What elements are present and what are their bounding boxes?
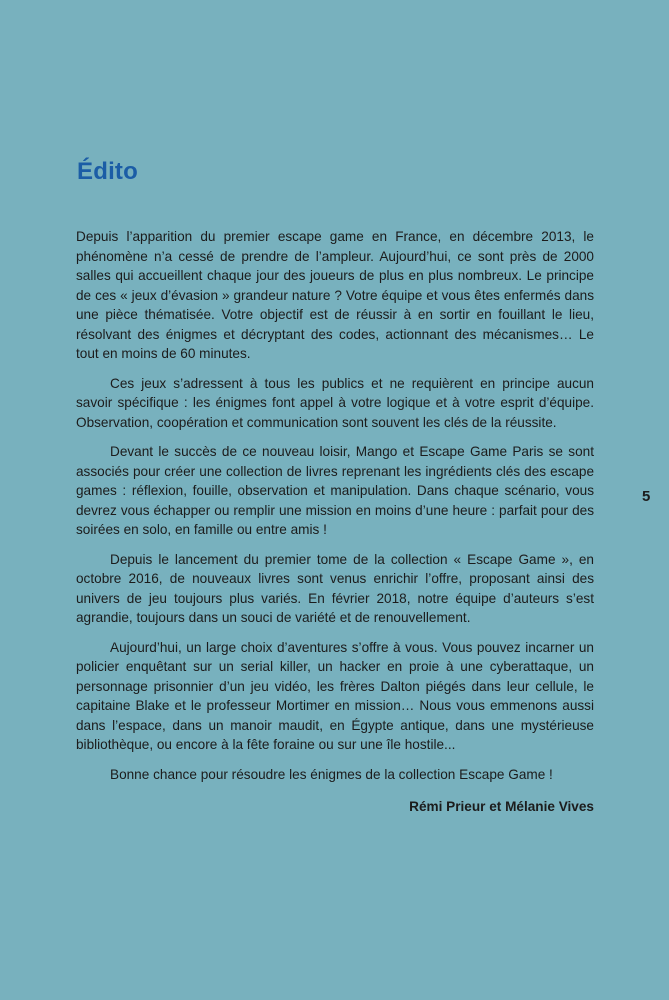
author-signature: Rémi Prieur et Mélanie Vives [409,799,594,814]
paragraph-intro: Depuis l’apparition du premier escape game en France, en décembre 2013, le phénomène n’a cessé de prendre de l’ampleur. Aujourd’hui, ce sont près de 2000 salles qui accueillent chaque jour des joueurs de plus en plus nombreux. Le principe de ces « jeux d’évasion » grandeur nature ? Votre équipe et vous êtes enfermés dans une pièce thématisée. Votre objectif est de réussir à en sortir en fouillant le lieu, résolvant des énigmes et décryptant des codes, actionnant des mécanismes… Le tout en moins de 60 minutes. [76,229,594,361]
paragraph-history: Depuis le lancement du premier tome de la collection « Escape Game », en octobre 2016, de nouveaux livres sont venus enrichir l’offre, proposant ainsi des univers de jeu toujours plus variés. En février 2018, notre équipe d’auteurs s’est agrandie, toujours dans un souci de variété et de renouvellement. [76,551,594,625]
paragraph-audience: Ces jeux s’adressent à tous les publics et ne requièrent en principe aucun savoir spécifique : les énigmes font appel à votre logique et à votre esprit d’équipe. Observation, coopération et communication sont souvent les clés de la réussite. [76,375,594,430]
paragraph-collection: Devant le succès de ce nouveau loisir, Mango et Escape Game Paris se sont associés pour créer une collection de livres reprenant les ingrédients clés des escape games : réflexion, fouille, observation et manipulation. Dans chaque scénario, vous devrez vous échapper ou remplir une mission en moins d’une heure : parfait pour des soirées en solo, en famille ou entre amis ! [76,444,594,537]
page-number: 5 [642,488,651,505]
paragraph-adventures: Aujourd’hui, un large choix d’aventures s’offre à vous. Vous pouvez incarner un policier enquêtant sur un serial killer, un hacker en proie à une cyberattaque, un personnage prisonnier d’un jeu vidéo, les frères Dalton piégés dans leur cellule, le capitaine Blake et le professeur Mortimer en mission… Nous vous emmenons aussi dans l’espace, dans un manoir maudit, en Égypte antique, dans une mystérieuse bibliothèque, ou encore à la fête foraine ou sur une île hostile... [76,639,594,752]
page-title: Édito [77,158,138,185]
paragraph-closing: Bonne chance pour résoudre les énigmes de la collection Escape Game ! [110,766,553,782]
edito-body [76,227,594,794]
